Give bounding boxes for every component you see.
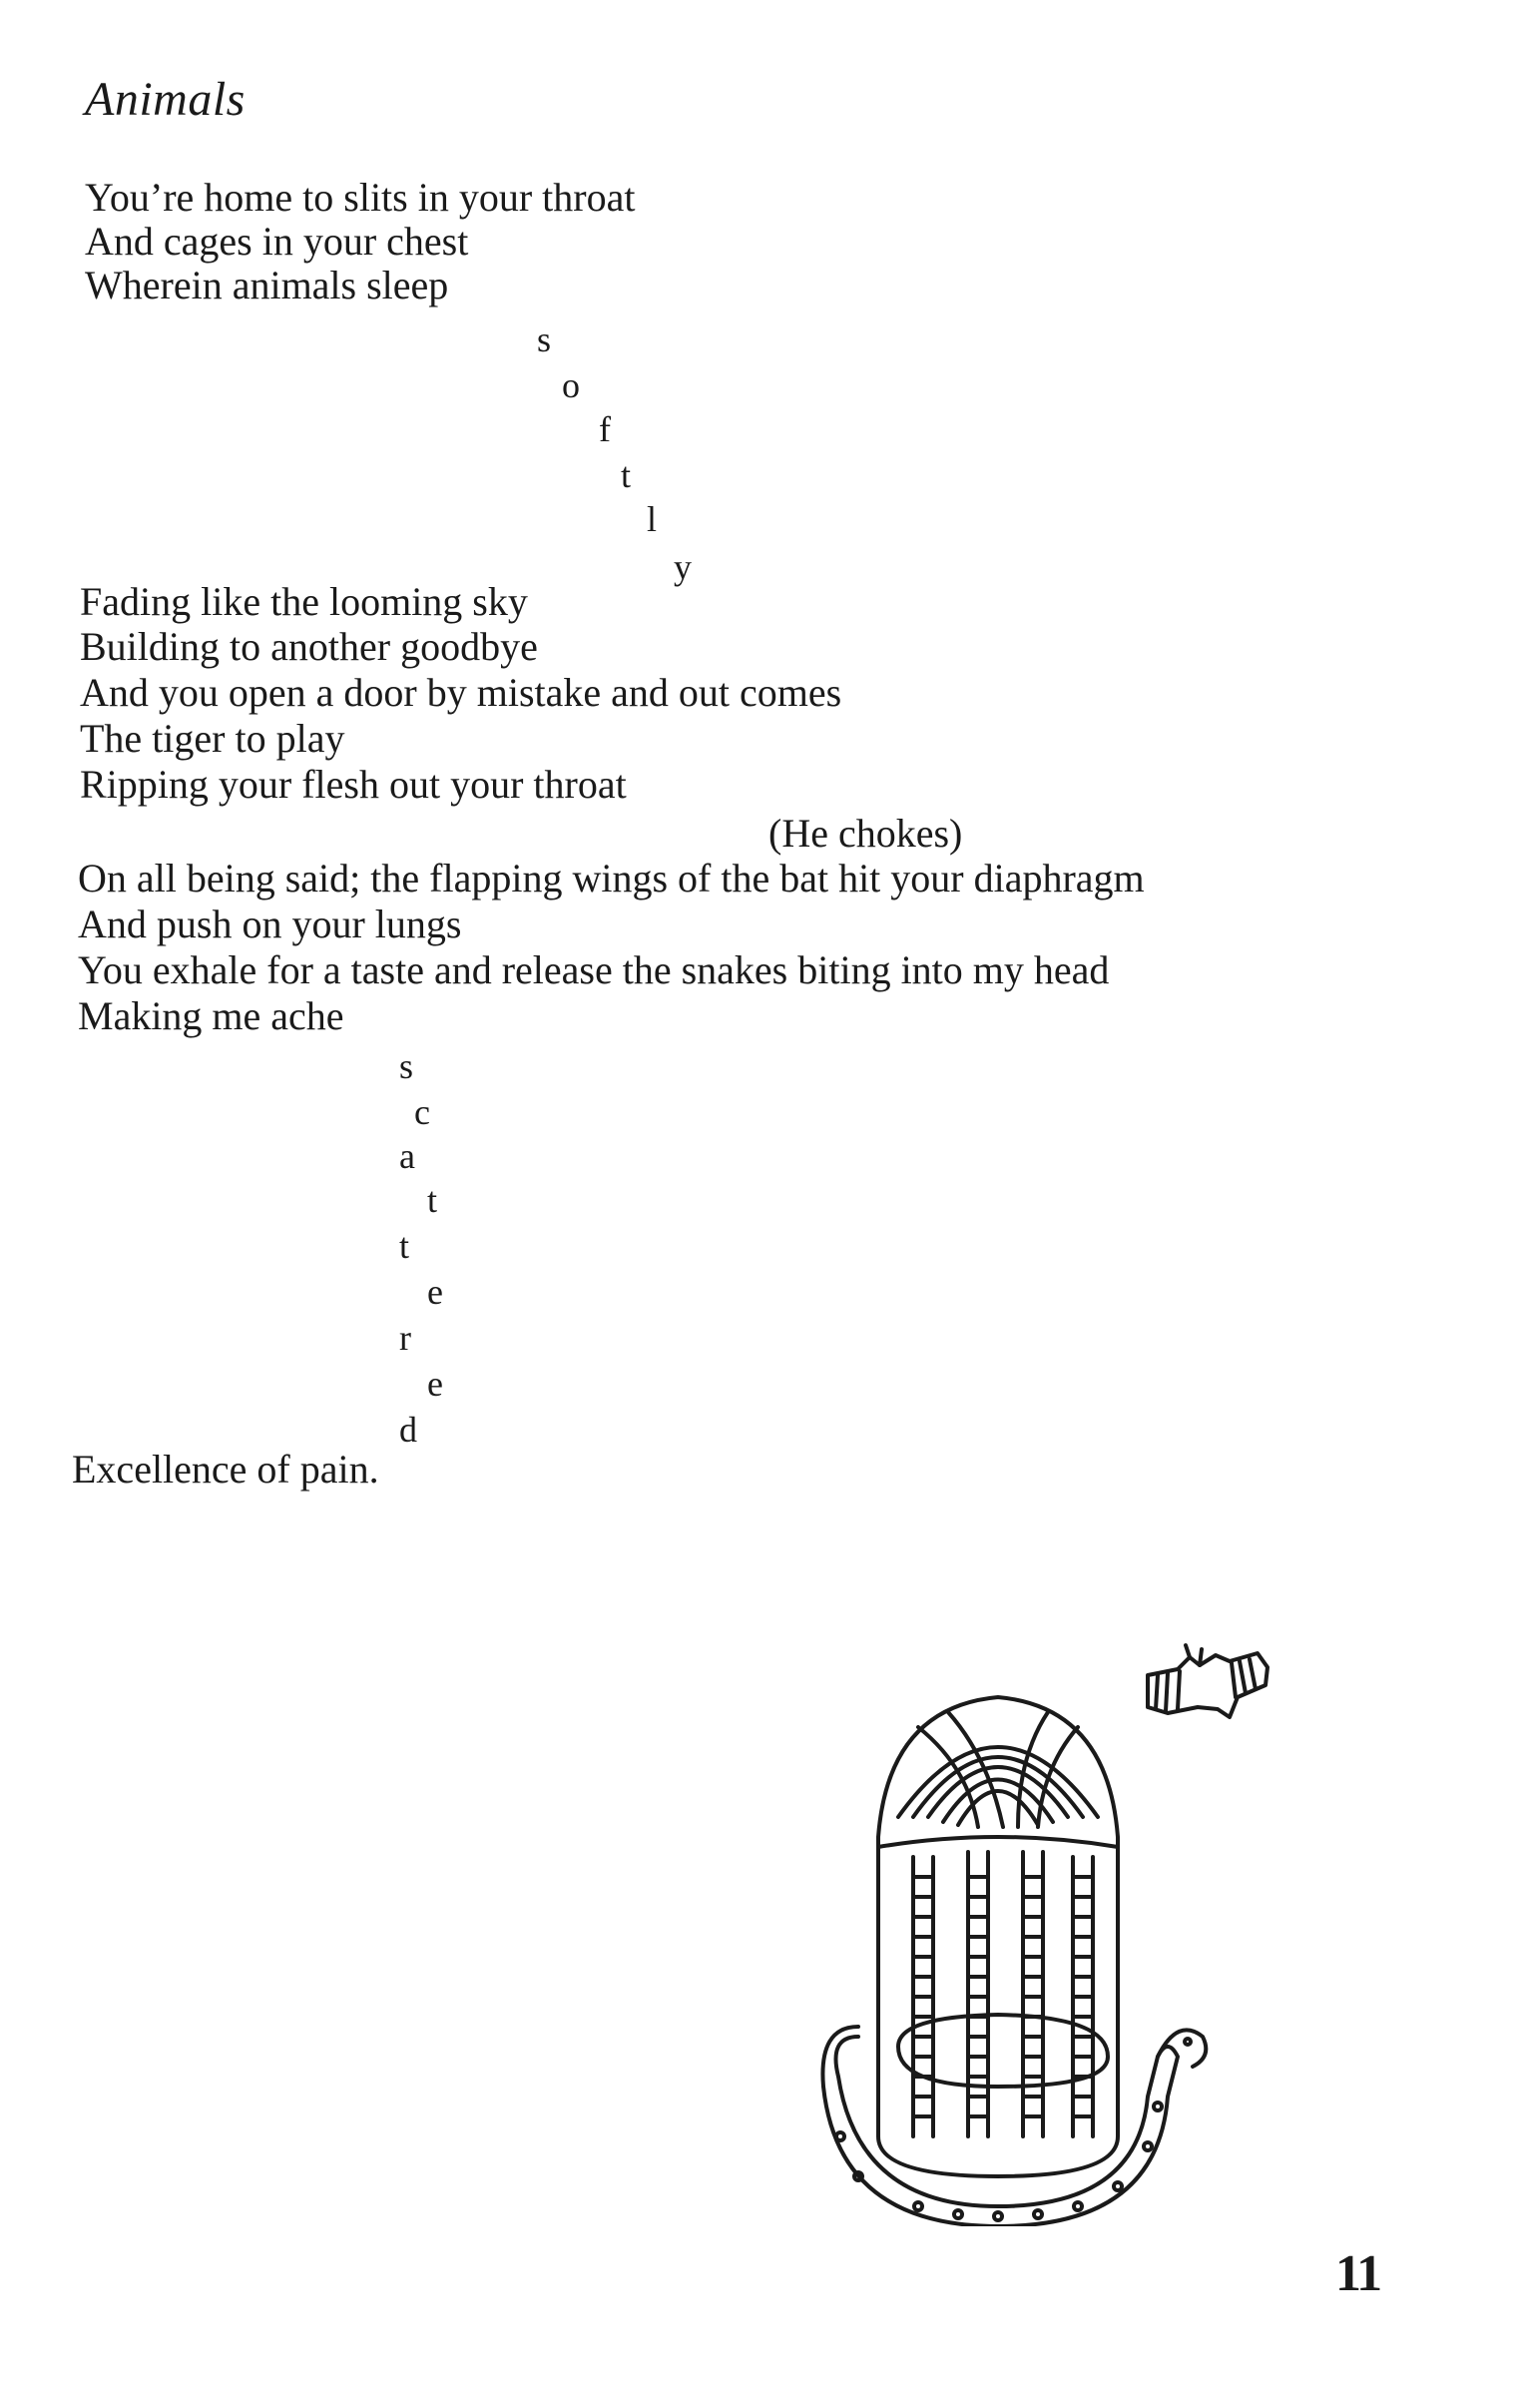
poem-line: On all being said; the flapping wings of the bat hit your diaphragm [78,856,1145,901]
poem-line: And cages in your chest [85,219,469,264]
cascade-letter: a [399,1136,415,1176]
cascade-letter: t [621,455,632,495]
snake-icon [822,2027,1206,2226]
cascade-letter: y [674,547,692,587]
cascade-letter: f [599,409,611,449]
cascade-letter: e [427,1364,443,1404]
stage-direction: (He chokes) [768,811,963,856]
bat-icon [1148,1645,1267,1717]
cascade-letter: r [399,1318,411,1358]
poem-line: Building to another goodbye [80,624,538,669]
poem-line: Ripping your flesh out your throat [80,762,627,807]
poem-line: And push on your lungs [78,902,462,946]
poem-line: You’re home to slits in your throat [85,175,636,220]
poem-title: Animals [85,73,246,126]
cage-illustration [818,1617,1317,2226]
cascade-letter: l [647,499,658,539]
cascade-letter: c [414,1092,430,1132]
poem-line: Making me ache [78,993,344,1038]
poem-line: Fading like the looming sky [80,579,528,624]
cascade-letter: e [427,1272,443,1312]
cascade-letter: s [399,1046,414,1086]
cascade-letter: o [562,365,580,405]
cascade-letter: s [537,319,552,359]
poem-line: Wherein animals sleep [85,263,449,307]
poem-line: And you open a door by mistake and out comes [80,670,842,715]
cascade-letter: t [399,1226,410,1266]
cascade-letter: d [399,1410,417,1450]
poem-line: You exhale for a taste and release the snakes biting into my head [78,947,1110,992]
cascade-letter: t [427,1180,438,1220]
poem-line: The tiger to play [80,716,345,761]
poem-closing-line: Excellence of pain. [72,1447,379,1492]
page-number: 11 [1335,2245,1381,2302]
